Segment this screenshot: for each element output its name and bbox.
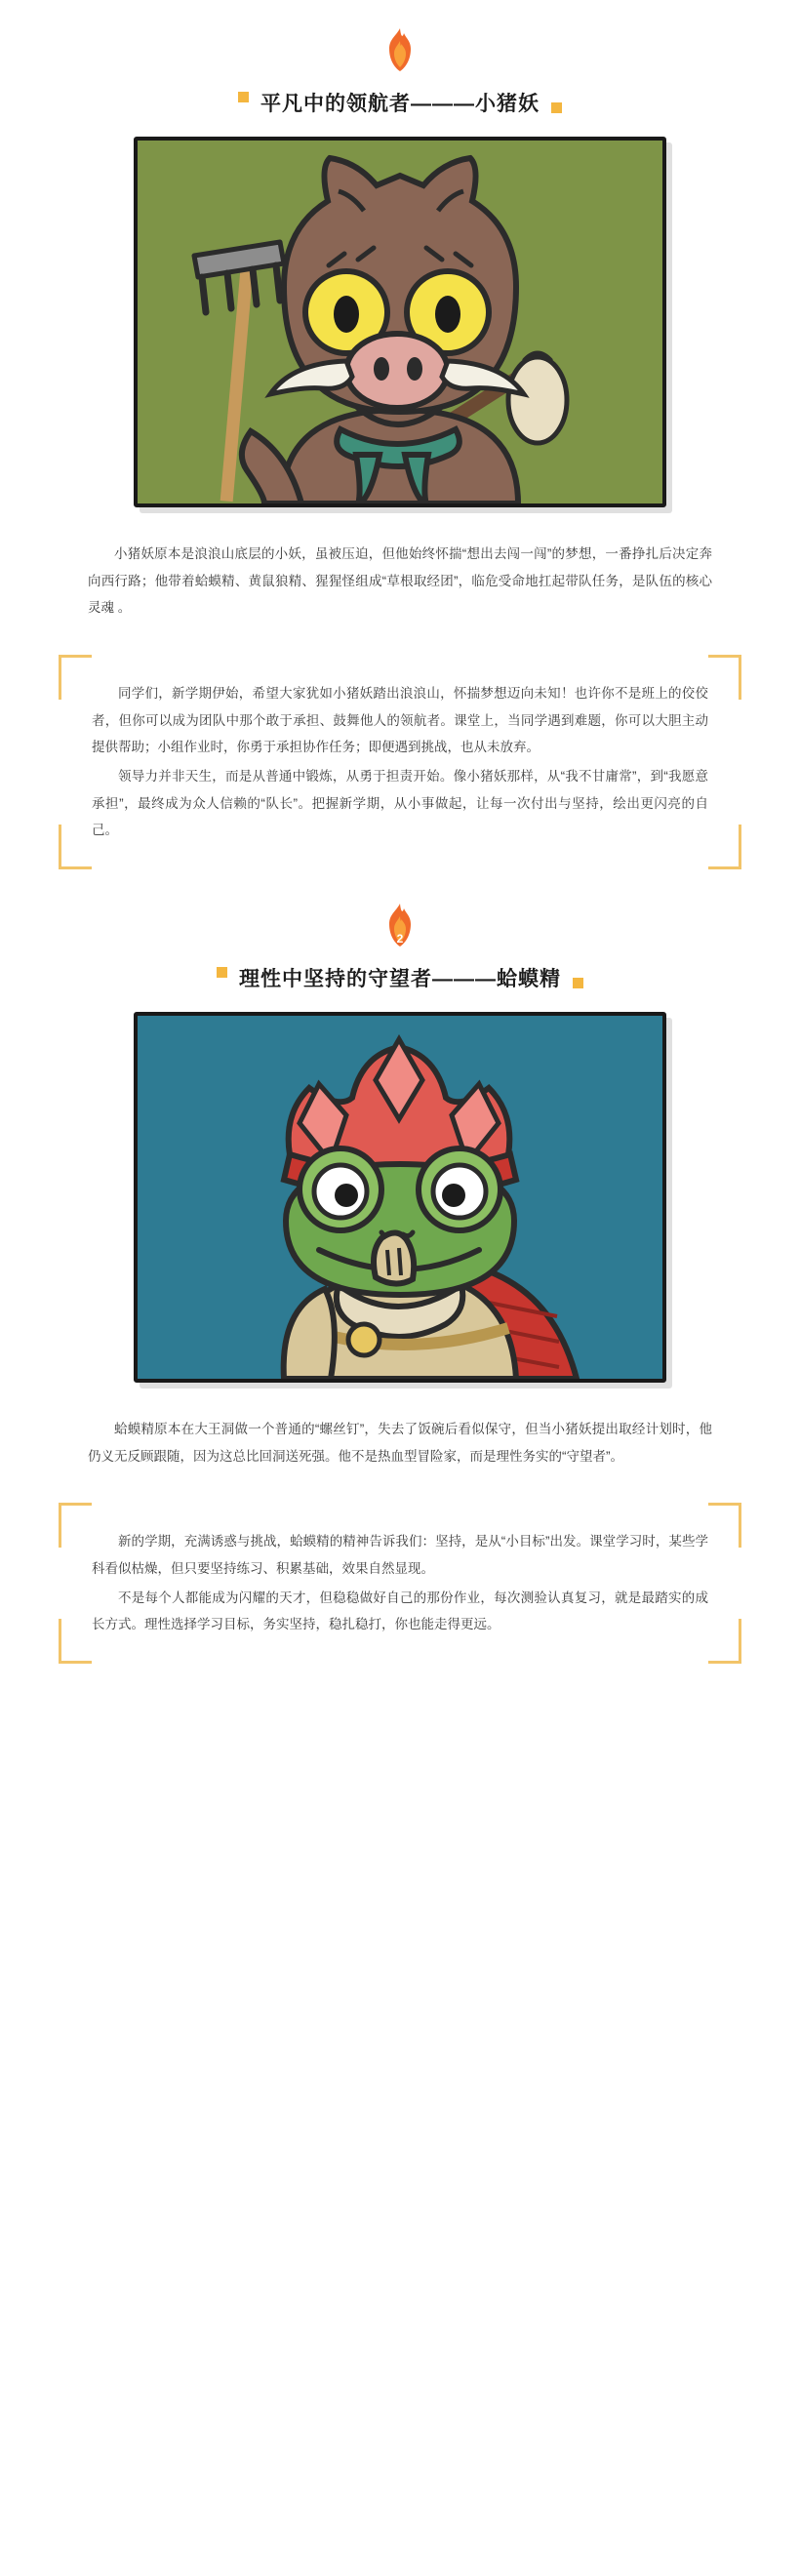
bracket-top-left-icon bbox=[59, 655, 92, 700]
flame-icon bbox=[383, 27, 417, 72]
title-square-left-icon bbox=[238, 92, 249, 102]
title-square-right-icon bbox=[551, 102, 562, 113]
flame-icon bbox=[383, 903, 417, 947]
title-square-right-icon bbox=[573, 978, 583, 988]
section-badge-2 bbox=[0, 875, 800, 957]
bracket-top-left-icon bbox=[59, 1503, 92, 1548]
bracket-bottom-right-icon bbox=[708, 1619, 741, 1664]
quote-paragraph: 新的学期，充满诱惑与挑战，蛤蟆精的精神告诉我们：坚持，是从“小目标”出发。课堂学习时，某些学科看似枯燥，但只要坚持练习、积累基础，效果自然显现。 bbox=[92, 1534, 708, 1577]
bracket-bottom-left-icon bbox=[59, 1619, 92, 1664]
illustration-wrap-2 bbox=[0, 1012, 800, 1383]
section-title-text: 理性中坚持的守望者———蛤蟆精 bbox=[239, 968, 561, 991]
section-title-1 bbox=[0, 88, 800, 117]
bracket-bottom-right-icon bbox=[708, 825, 741, 869]
section-badge-1 bbox=[0, 0, 800, 82]
frog-demon-description bbox=[88, 1416, 712, 1469]
paragraph-text: 小猪妖原本是浪浪山底层的小妖，虽被压迫，但他始终怀揣“想出去闯一闯”的梦想，一番挣扎后决定奔向西行路；他带着蛤蟆精、黄鼠狼精、猩猩怪组成“草根取经团”，临危受命地扛起带队任务，是队伍的核心灵魂 。 bbox=[88, 546, 712, 616]
quote-paragraph: 不是每个人都能成为闪耀的天才，但稳稳做好自己的那份作业，每次测验认真复习，就是最踏实的成长方式。理性选择学习目标，务实坚持，稳扎稳打，你也能走得更远。 bbox=[92, 1590, 708, 1632]
paragraph-text: 蛤蟆精原本在大王洞做一个普通的“螺丝钉”，失去了饭碗后看似保守，但当小猪妖提出取经计划时，他仍义无反顾跟随，因为这总比回洞送死强。他不是热血型冒险家，而是理性务实的“守望者”。 bbox=[88, 1422, 712, 1464]
section-pig-demon bbox=[0, 0, 800, 875]
bracket-bottom-left-icon bbox=[59, 825, 92, 869]
pig-demon-description bbox=[88, 541, 712, 622]
frog-demon-illustration bbox=[134, 1012, 666, 1383]
pig-demon-quote bbox=[59, 655, 741, 869]
quote-paragraph: 领导力并非天生，而是从普通中锻炼，从勇于担责开始。像小猪妖那样，从“我不甘庸常”，到“我愿意承担”，最终成为众人信赖的“队长”。把握新学期，从小事做起，让每一次付出与坚持，绘出更闪亮的自己。 bbox=[92, 769, 708, 838]
section-frog-demon bbox=[0, 875, 800, 1670]
pig-demon-illustration bbox=[134, 137, 666, 507]
bracket-top-right-icon bbox=[708, 655, 741, 700]
badge-number: 2 bbox=[396, 932, 404, 946]
section-title-2 bbox=[0, 963, 800, 992]
title-square-left-icon bbox=[217, 967, 227, 978]
quote-paragraph: 同学们，新学期伊始，希望大家犹如小猪妖踏出浪浪山，怀揣梦想迈向未知！也许你不是班上的佼佼者，但你可以成为团队中那个敢于承担、鼓舞他人的领航者。课堂上，当同学遇到难题，你可以大胆主动提供帮助；小组作业时，你勇于承担协作任务；即便遇到挑战，也从未放弃。 bbox=[92, 686, 708, 755]
frog-demon-quote bbox=[59, 1503, 741, 1664]
bracket-top-right-icon bbox=[708, 1503, 741, 1548]
illustration-wrap-1 bbox=[0, 137, 800, 507]
section-title-text: 平凡中的领航者———小猪妖 bbox=[260, 93, 540, 115]
